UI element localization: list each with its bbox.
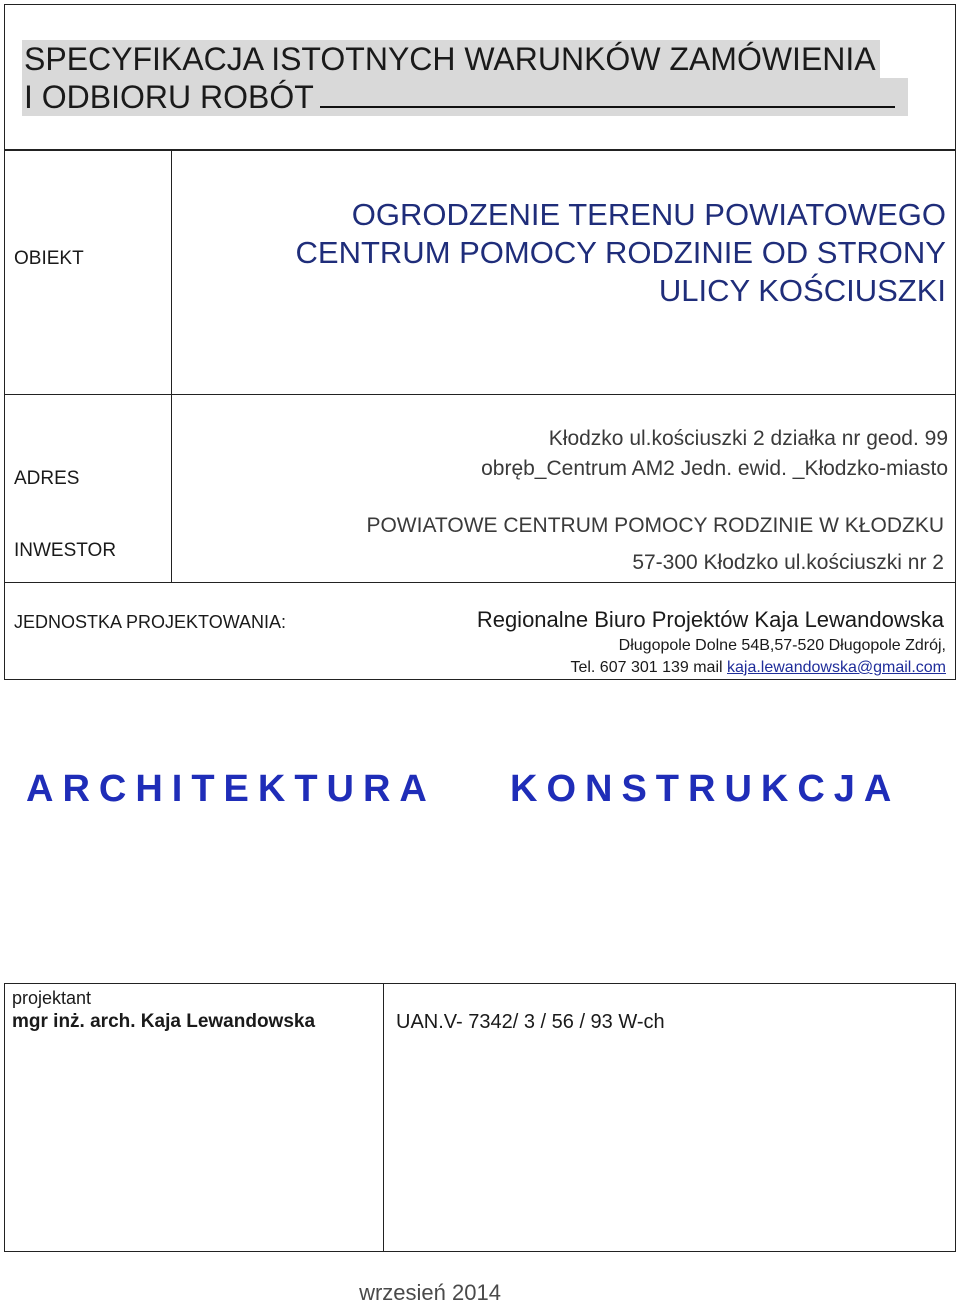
adres-text — [481, 424, 948, 484]
table-right-border — [955, 150, 956, 680]
row-divider — [4, 1251, 956, 1252]
box-right-border — [955, 983, 956, 1251]
inwestor-address: 57-300 Kłodzko ul.kościuszki nr 2 — [632, 551, 944, 574]
row-divider — [4, 679, 956, 680]
uan-number: UAN.V- 7342/ 3 / 56 / 93 W-ch — [396, 1011, 665, 1033]
konstrukcja-heading: KONSTRUKCJA — [510, 768, 901, 810]
document-title — [22, 40, 908, 116]
obiekt-line-2: CENTRUM POMOCY RODZINIE OD STRONY — [295, 235, 946, 270]
biuro-contact — [570, 657, 946, 679]
obiekt-line-3: ULICY KOŚCIUSZKI — [658, 273, 946, 308]
row-divider — [4, 582, 956, 583]
title-line-2-wrap — [22, 78, 908, 116]
biuro-tel: Tel. 607 301 139 mail — [570, 659, 727, 676]
inwestor-name: POWIATOWE CENTRUM POMOCY RODZINIE W KŁODZKU — [366, 514, 944, 537]
inwestor-label: INWESTOR — [14, 540, 117, 561]
row-divider — [4, 394, 956, 395]
footer-date: wrzesień 2014 — [359, 1280, 501, 1305]
obiekt-label: OBIEKT — [14, 248, 84, 269]
obiekt-title — [296, 196, 946, 310]
title-line-1: SPECYFIKACJA ISTOTNYCH WARUNKÓW ZAMÓWIENIA — [22, 40, 880, 78]
table-left-border — [4, 150, 5, 680]
adres-label: ADRES — [14, 468, 80, 489]
projektant-name: mgr inż. arch. Kaja Lewandowska — [12, 1011, 316, 1032]
title-underline — [320, 80, 895, 108]
box-column-divider — [383, 983, 384, 1251]
biuro-name: Regionalne Biuro Projektów Kaja Lewandowska — [476, 607, 944, 632]
row-divider — [4, 983, 956, 984]
projektant-label: projektant — [12, 988, 92, 1008]
biuro-email-link[interactable]: kaja.lewandowska@gmail.com — [727, 659, 946, 676]
architektura-heading: ARCHITEKTURA — [26, 768, 436, 810]
adres-line-2: obręb_Centrum AM2 Jedn. ewid. _Kłodzko-miasto — [481, 457, 948, 480]
obiekt-line-1: OGRODZENIE TERENU POWIATOWEGO — [351, 197, 946, 232]
row-divider — [4, 150, 956, 151]
jednostka-label: JEDNOSTKA PROJEKTOWANIA: — [14, 612, 287, 632]
box-left-border — [4, 983, 5, 1251]
title-line-2: I ODBIORU ROBÓT — [24, 79, 314, 115]
adres-line-1: Kłodzko ul.kościuszki 2 działka nr geod. 99 — [548, 427, 948, 450]
column-divider — [171, 150, 172, 582]
biuro-address: Długopole Dolne 54B,57-520 Długopole Zdrój, — [618, 637, 946, 654]
